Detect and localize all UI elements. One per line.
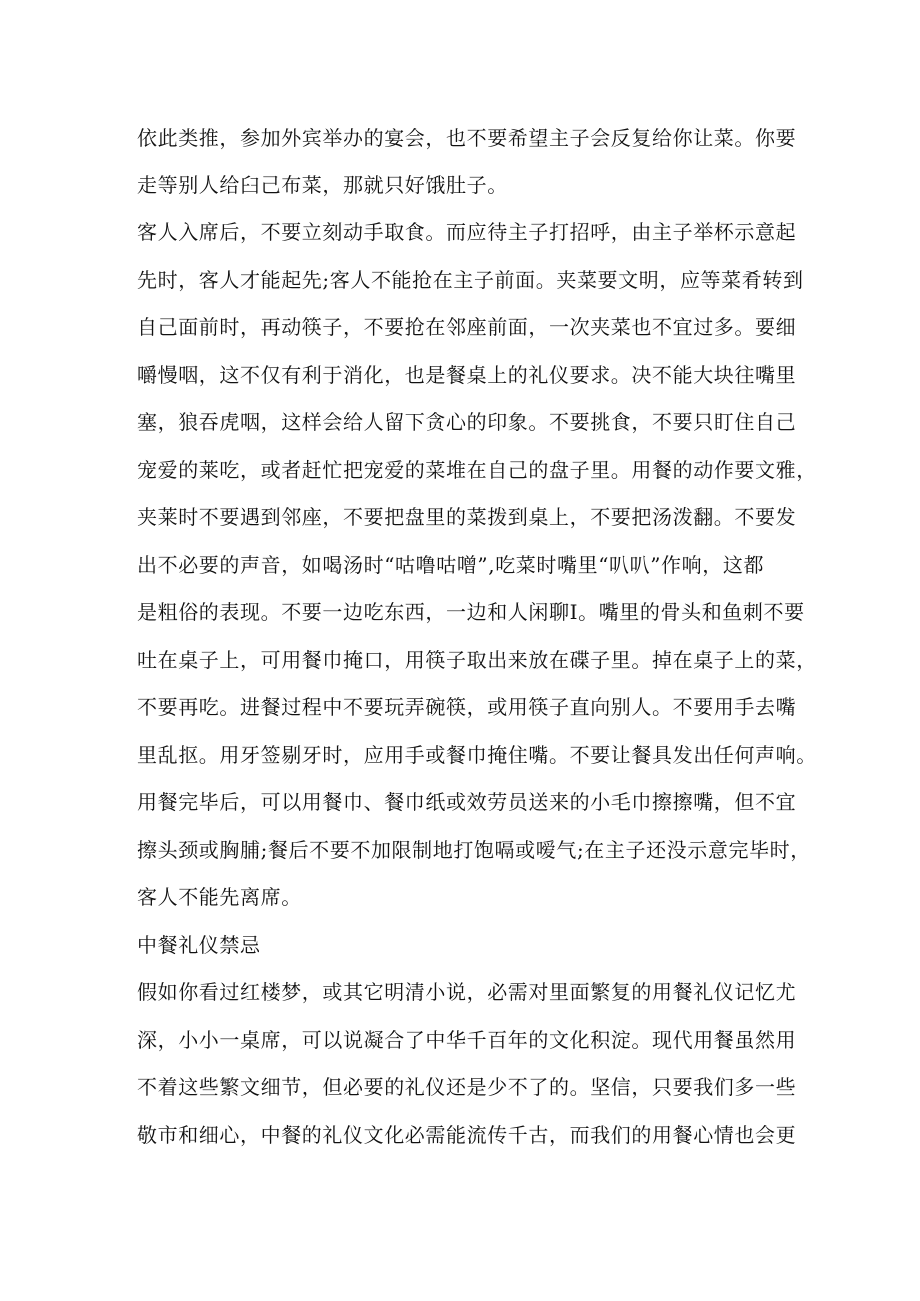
- section-heading: 中餐礼仪禁忌: [137, 933, 261, 957]
- text-line: 客人不能先离席。: [137, 885, 302, 909]
- text-line: 深，小小一桌席，可以说凝合了中华千百年的文化积淀。现代用餐虽然用: [137, 1028, 797, 1052]
- text-line: 依此类推，参加外宾举办的宴会，也不要希望主子会反复给你让菜。你要: [137, 126, 797, 150]
- text-line: 客人入席后，不要立刻动手取食。而应待主子打招呼，由主子举杯示意起: [137, 220, 797, 244]
- text-line: 不要再吃。进餐过程中不要玩弄碗筷，或用筷子直向别人。不要用手去嘴: [137, 695, 797, 719]
- text-line: 塞，狼吞虎咽，这样会给人留下贪心的印象。不要挑食，不要只盯住自己: [137, 410, 797, 434]
- text-line: 出不必要的声音，如喝汤时“咕噜咕噌”,吃菜时嘴里“叭叭”作响，这都: [137, 553, 765, 577]
- text-line: 假如你看过红楼梦，或其它明清小说，必需对里面繁复的用餐礼仪记忆尤: [137, 980, 797, 1004]
- text-line: 里乱抠。用牙签剔牙时，应用手或餐巾掩住嘴。不要让餐具发出任何声响。: [137, 743, 817, 767]
- text-line: 夹莱时不要遇到邻座，不要把盘里的菜拨到桌上，不要把汤泼翻。不要发: [137, 505, 797, 529]
- text-line: 擦头颈或胸脯;餐后不要不加限制地打饱嗝或嗳气;在主子还没示意完毕时，: [137, 838, 811, 862]
- text-line: 宠爱的莱吃，或者赶忙把宠爱的菜堆在自己的盘子里。用餐的动作要文雅，: [137, 458, 817, 482]
- text-line: 自己面前时，再动筷子，不要抢在邻座前面，一次夹菜也不宜过多。要细: [137, 315, 797, 339]
- text-line: 先时，客人才能起先;客人不能抢在主子前面。夹菜要文明，应等菜肴转到: [137, 268, 804, 292]
- text-line: 敬市和细心，中餐的礼仪文化必需能流传千古，而我们的用餐心情也会更: [137, 1123, 797, 1147]
- text-line: 走等别人给臼己布菜，那就只好饿肚子。: [137, 173, 508, 197]
- text-line: 嚼慢咽，这不仅有利于消化，也是餐桌上的礼仪要求。决不能大块往嘴里: [137, 363, 797, 387]
- text-line: 吐在桌子上，可用餐巾掩口，用筷子取出来放在碟子里。掉在桌子上的菜，: [137, 648, 817, 672]
- text-line: 是粗俗的表现。不要一边吃东西，一边和人闲聊I。嘴里的骨头和鱼刺不要: [137, 600, 805, 624]
- text-line: 用餐完毕后，可以用餐巾、餐巾纸或效劳员送来的小毛巾擦擦嘴，但不宜: [137, 790, 797, 814]
- text-line: 不着这些繁文细节，但必要的礼仪还是少不了的。坚信，只要我们多一些: [137, 1075, 797, 1099]
